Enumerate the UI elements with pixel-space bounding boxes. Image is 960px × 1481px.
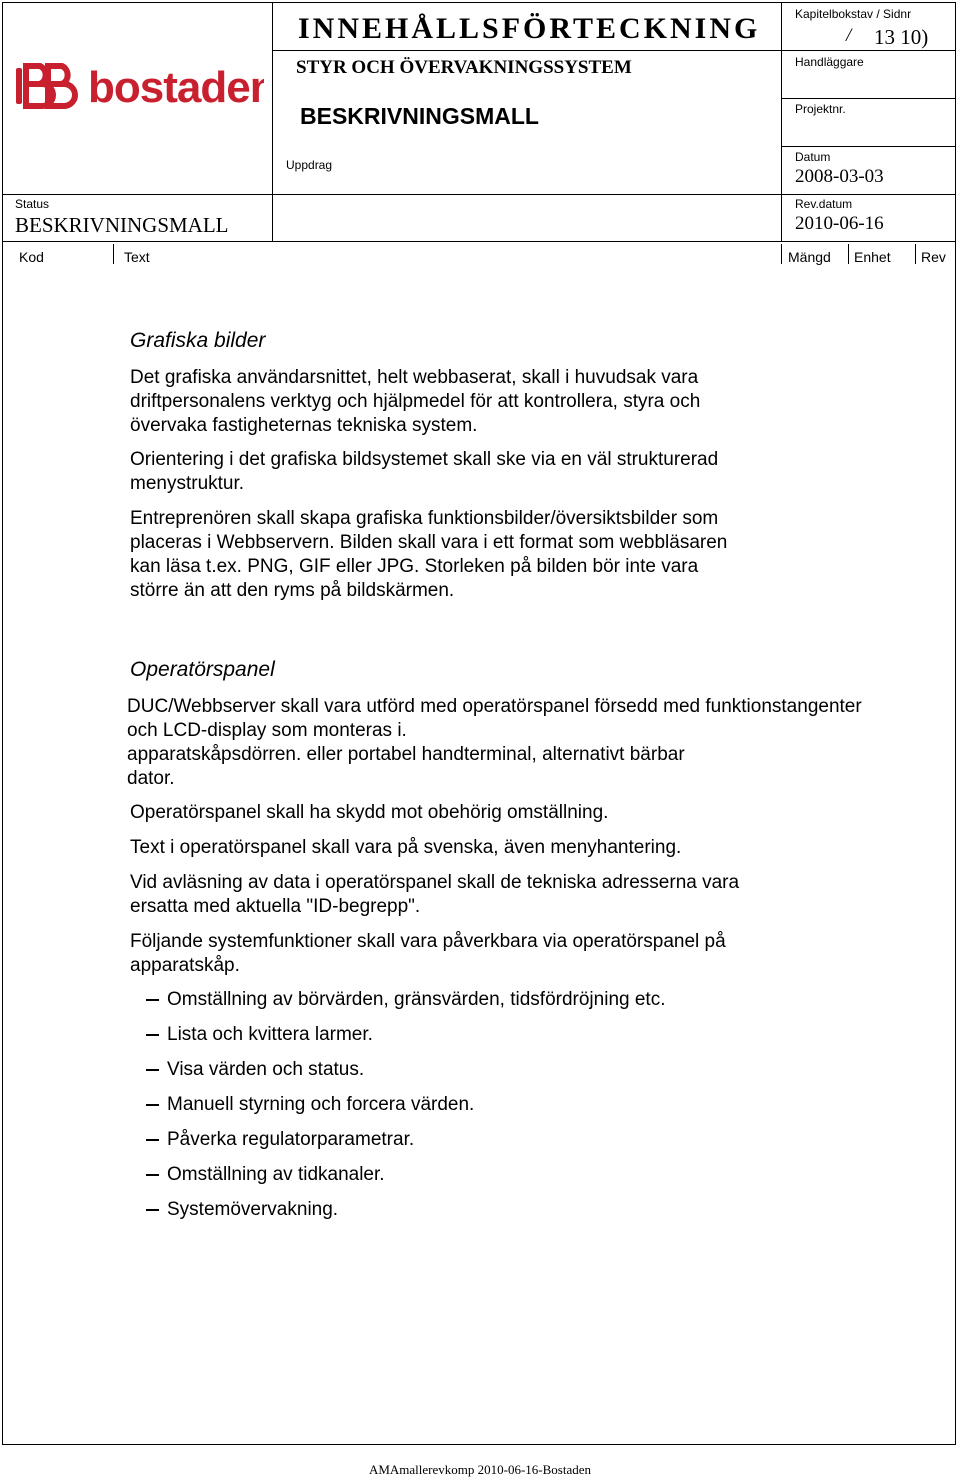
revdatum-label: Rev.datum xyxy=(795,197,853,211)
paragraph xyxy=(127,695,862,791)
datum-label: Datum xyxy=(795,150,831,164)
text-line: dator. xyxy=(127,768,175,789)
bullet-dash-icon xyxy=(146,1209,159,1211)
column-rev: Rev xyxy=(921,249,946,265)
datum-value: 2008-03-03 xyxy=(795,166,884,187)
bullet-dash-icon xyxy=(146,1139,159,1141)
bullet-dash-icon xyxy=(146,999,159,1001)
header-divider-left xyxy=(272,2,273,242)
text-line: apparatskåpsdörren. eller portabel handterminal, alternativt bärbar xyxy=(127,744,685,765)
column-divider xyxy=(781,244,782,264)
list-item: Omställning av börvärden, gränsvärden, tidsfördröjning etc. xyxy=(167,989,666,1010)
header-rule xyxy=(272,50,956,51)
text-line: och LCD-display som monteras i. xyxy=(127,720,407,741)
paragraph xyxy=(130,871,739,919)
list-item: Visa värden och status. xyxy=(167,1059,365,1080)
text-line: Vid avläsning av data i operatörspanel skall de tekniska adresserna vara xyxy=(130,872,740,893)
text-line: ersatta med aktuella "ID-begrepp". xyxy=(130,896,421,917)
text-line: Orientering i det grafiska bildsystemet skall ske via en väl strukturerad xyxy=(130,449,719,470)
status-label: Status xyxy=(15,197,50,211)
handlaggare-label: Handläggare xyxy=(795,55,864,69)
projektnr-label: Projektnr. xyxy=(795,102,846,116)
section-heading-grafiska-bilder: Grafiska bilder xyxy=(130,329,266,352)
column-mangd: Mängd xyxy=(788,249,831,265)
list-item: Lista och kvittera larmer. xyxy=(167,1024,373,1045)
paragraph xyxy=(130,930,726,978)
list-item: Systemövervakning. xyxy=(167,1199,339,1220)
paragraph: Text i operatörspanel skall vara på svenska, även menyhantering. xyxy=(130,837,682,858)
header-rule xyxy=(781,146,956,147)
text-line: placeras i Webbservern. Bilden skall vara i ett format som webbläsaren xyxy=(130,532,728,553)
bullet-dash-icon xyxy=(146,1174,159,1176)
document-subtitle: STYR OCH ÖVERVAKNINGSSYSTEM xyxy=(296,57,632,78)
column-divider xyxy=(848,244,849,264)
text-line: kan läsa t.ex. PNG, GIF eller JPG. Storleken på bilden bör inte vara xyxy=(130,556,699,577)
text-line: apparatskåp. xyxy=(130,955,240,976)
paragraph xyxy=(130,448,718,496)
page-slash: / xyxy=(846,25,852,46)
revdatum-value: 2010-06-16 xyxy=(795,213,884,234)
template-name: BESKRIVNINGSMALL xyxy=(300,103,539,129)
status-value: BESKRIVNINGSMALL xyxy=(15,213,229,237)
paragraph xyxy=(130,366,700,438)
text-line: DUC/Webbserver skall vara utförd med operatörspanel försedd med funktionstangenter xyxy=(127,696,862,717)
bullet-dash-icon xyxy=(146,1104,159,1106)
column-enhet: Enhet xyxy=(854,249,891,265)
page-footer: AMAmallerevkomp 2010-06-16-Bostaden xyxy=(368,1462,592,1477)
header-rule xyxy=(2,241,956,242)
text-line: menystruktur. xyxy=(130,473,245,494)
list-item: Omställning av tidkanaler. xyxy=(167,1164,385,1185)
text-line: större än att den ryms på bildskärmen. xyxy=(130,580,455,601)
column-kod: Kod xyxy=(19,249,44,265)
column-text: Text xyxy=(124,249,150,265)
bostaden-logo xyxy=(14,58,264,114)
uppdrag-label: Uppdrag xyxy=(286,158,333,172)
section-heading-operatorspanel: Operatörspanel xyxy=(130,658,275,681)
document-title: INNEHÅLLSFÖRTECKNING xyxy=(298,12,761,45)
text-line: Följande systemfunktioner skall vara påverkbara via operatörspanel på xyxy=(130,931,726,952)
column-divider xyxy=(915,244,916,264)
bullet-dash-icon xyxy=(146,1034,159,1036)
paragraph: Operatörspanel skall ha skydd mot obehörig omställning. xyxy=(130,802,609,823)
header-divider-right xyxy=(781,2,782,242)
list-item: Manuell styrning och forcera värden. xyxy=(167,1094,475,1115)
header-rule xyxy=(2,194,956,195)
kapitel-label: Kapitelbokstav / Sidnr xyxy=(795,7,912,21)
text-line: driftpersonalens verktyg och hjälpmedel för att kontrollera, styra och xyxy=(130,391,701,412)
bullet-dash-icon xyxy=(146,1069,159,1071)
text-line: övervaka fastigheternas tekniska system. xyxy=(130,415,478,436)
header-rule xyxy=(781,98,956,99)
logo-text: bostaden xyxy=(88,63,264,112)
paragraph xyxy=(130,507,727,603)
logo-emblem-icon xyxy=(14,58,264,114)
text-line: Det grafiska användarsnittet, helt webbaserat, skall i huvudsak vara xyxy=(130,367,699,388)
column-divider xyxy=(113,244,114,264)
list-item: Påverka regulatorparametrar. xyxy=(167,1129,415,1150)
page-number: 13 10) xyxy=(874,25,929,49)
text-line: Entreprenören skall skapa grafiska funktionsbilder/översiktsbilder som xyxy=(130,508,719,529)
